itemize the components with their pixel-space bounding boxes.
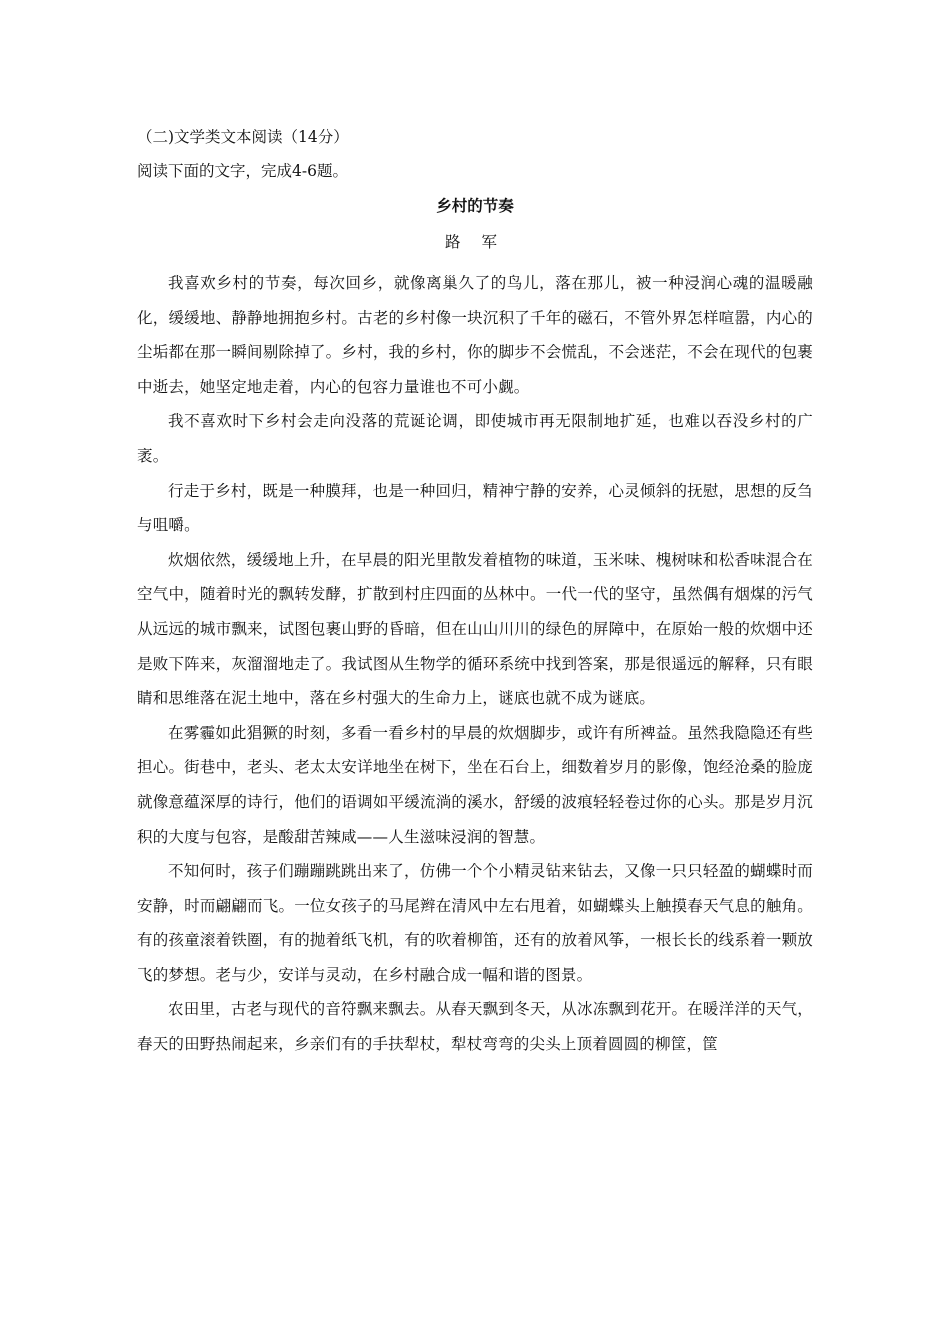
paragraph-3: 行走于乡村，既是一种膜拜，也是一种回归，精神宁静的安养，心灵倾斜的抚慰，思想的反刍与咀嚼。 [137,481,813,535]
paragraph-5: 在雾霾如此猖獗的时刻，多看一看乡村的早晨的炊烟脚步，或许有所裨益。虽然我隐隐还有些担心。街巷中，老头、老太太安详地坐在树下，坐在石台上，细数着岁月的影像，饱经沧桑的脸庞就像意蕴深厚的诗行，他们的语调如平缓流淌的溪水，舒缓的波痕轻轻卷过你的心头。那是岁月沉积的大度与包容，是酸甜苦辣咸——人生滋味浸润的智慧。 [137,723,813,846]
article-body [137,266,813,1062]
paragraph-2: 我不喜欢时下乡村会走向没落的荒诞论调，即使城市再无限制地扩延，也难以吞没乡村的广袤。 [137,412,813,465]
section-header: （二)文学类文本阅读（14分） [137,128,349,146]
article-title: 乡村的节奏 [436,197,514,215]
article-author: 路 军 [445,233,505,251]
paragraph-1: 我喜欢乡村的节奏，每次回乡，就像离巢久了的鸟儿，落在那儿，被一种浸润心魂的温暖融化，缓缓地、静静地拥抱乡村。古老的乡村像一块沉积了千年的磁石，不管外界怎样喧嚣，内心的尘垢都在那一瞬间剔除掉了。乡村，我的乡村，你的脚步不会慌乱，不会迷茫，不会在现代的包裹中逝去，她坚定地走着，内心的包容力量谁也不可小觑。 [137,274,813,396]
paragraph-6: 不知何时，孩子们蹦蹦跳跳出来了，仿佛一个个小精灵钻来钻去，又像一只只轻盈的蝴蝶时而安静，时而翩翩而飞。一位女孩子的马尾辫在清风中左右甩着，如蝴蝶头上触摸春天气息的触角。有的孩童滚着铁圈，有的抛着纸飞机，有的吹着柳笛，还有的放着风筝，一根长长的线系着一颗放飞的梦想。老与少，安详与灵动，在乡村融合成一幅和谐的图景。 [137,862,813,984]
instruction-text: 阅读下面的文字，完成4-6题。 [137,162,348,180]
paragraph-7: 农田里，古老与现代的音符飘来飘去。从春天飘到冬天，从冰冻飘到花开。在暖洋洋的天气，春天的田野热闹起来，乡亲们有的手扶犁杖，犁杖弯弯的尖头上顶着圆圆的柳筐，筐 [137,1000,813,1054]
paragraph-4: 炊烟依然，缓缓地上升，在早晨的阳光里散发着植物的味道，玉米味、槐树味和松香味混合在空气中，随着时光的飘转发酵，扩散到村庄四面的丛林中。一代一代的坚守，虽然偶有烟煤的污气从远远的城市飘来，试图包裹山野的昏暗，但在山山川川的绿色的屏障中，在原始一般的炊烟中还是败下阵来，灰溜溜地走了。我试图从生物学的循环系统中找到答案，那是很遥远的解释，只有眼睛和思维落在泥土地中，落在乡村强大的生命力上，谜底也就不成为谜底。 [137,550,813,708]
